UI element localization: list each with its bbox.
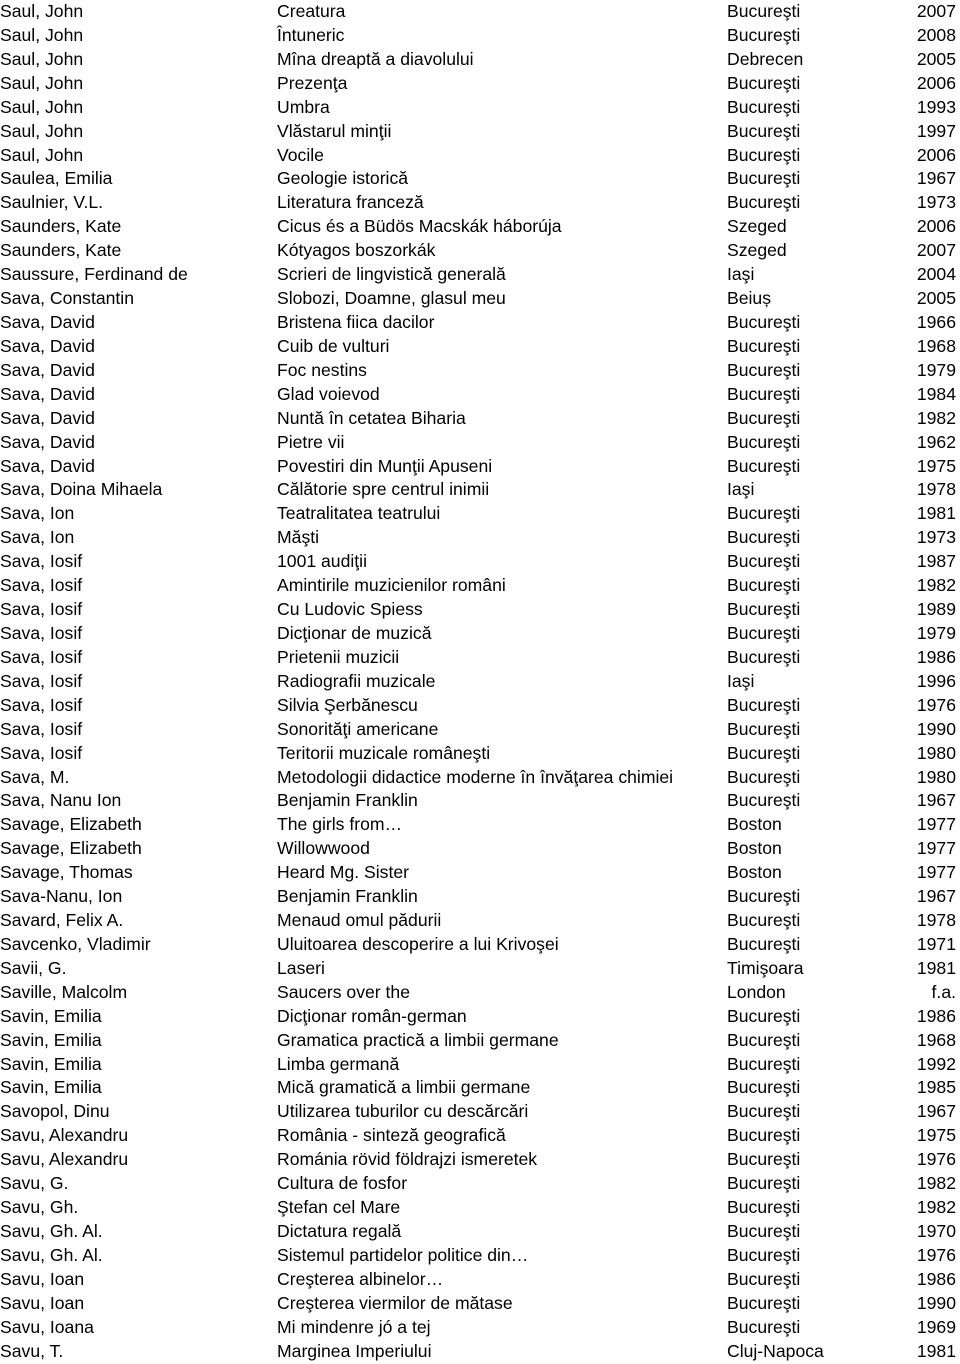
catalog-row: [0, 502, 960, 526]
title-cell: Menaud omul pădurii: [277, 910, 442, 931]
year-cell: 1987: [916, 551, 956, 572]
year-cell: 2006: [916, 216, 956, 237]
city-cell: Bucureşti: [727, 1077, 801, 1098]
city-cell: Bucureşti: [727, 1053, 801, 1074]
title-cell: Literatura franceză: [277, 192, 424, 213]
catalog-row: [0, 933, 960, 957]
title-cell: Nuntă în cetatea Biharia: [277, 407, 466, 428]
year-cell: 1979: [916, 622, 956, 643]
catalog-row: [0, 287, 960, 311]
city-cell: Debrecen: [727, 48, 804, 69]
catalog-row: [0, 1100, 960, 1124]
title-cell: Cuib de vulturi: [277, 335, 390, 356]
title-cell: Uluitoarea descoperire a lui Krivoşei: [277, 933, 559, 954]
year-cell: 1968: [916, 1029, 956, 1050]
city-cell: Bucureşti: [727, 551, 801, 572]
catalog-row: [0, 646, 960, 670]
title-cell: România - sinteză geografică: [277, 1125, 506, 1146]
city-cell: Beiuș: [727, 288, 772, 309]
catalog-row: [0, 861, 960, 885]
author-cell: Saul, John: [0, 120, 84, 141]
city-cell: Bucureşti: [727, 1029, 801, 1050]
city-cell: Iaşi: [727, 264, 755, 285]
city-cell: Bucureşti: [727, 1244, 801, 1265]
city-cell: Bucureşti: [727, 24, 801, 45]
city-cell: Bucureşti: [727, 1221, 801, 1242]
author-cell: Savu, G.: [0, 1173, 69, 1194]
title-cell: Dicţionar român-german: [277, 1005, 467, 1026]
author-cell: Saul, John: [0, 96, 84, 117]
catalog-row: [0, 1124, 960, 1148]
year-cell: 1989: [916, 599, 956, 620]
author-cell: Sava, David: [0, 455, 95, 476]
title-cell: Călătorie spre centrul inimii: [277, 479, 490, 500]
catalog-row: [0, 1005, 960, 1029]
catalog-row: [0, 167, 960, 191]
title-cell: Povestiri din Munţii Apuseni: [277, 455, 493, 476]
year-cell: 1969: [916, 1316, 956, 1337]
city-cell: Bucureşti: [727, 503, 801, 524]
title-cell: Románia rövid földrajzi ismeretek: [277, 1149, 538, 1170]
author-cell: Savu, Ioan: [0, 1268, 85, 1289]
catalog-row: [0, 1029, 960, 1053]
title-cell: Creşterea albinelor…: [277, 1268, 444, 1289]
year-cell: 1977: [916, 862, 956, 883]
author-cell: Savin, Emilia: [0, 1077, 102, 1098]
title-cell: Scrieri de lingvistică generală: [277, 264, 506, 285]
title-cell: Cultura de fosfor: [277, 1173, 408, 1194]
author-cell: Saulea, Emilia: [0, 168, 113, 189]
city-cell: Bucureşti: [727, 431, 801, 452]
year-cell: 1979: [916, 359, 956, 380]
catalog-row: [0, 1316, 960, 1340]
author-cell: Savii, G.: [0, 957, 67, 978]
catalog-row: [0, 550, 960, 574]
city-cell: Bucureşti: [727, 168, 801, 189]
year-cell: 1975: [916, 455, 956, 476]
year-cell: 1992: [916, 1053, 956, 1074]
city-cell: London: [727, 981, 786, 1002]
year-cell: f.a.: [931, 981, 956, 1002]
city-cell: Bucureşti: [727, 192, 801, 213]
catalog-row: [0, 24, 960, 48]
title-cell: Sistemul partidelor politice din…: [277, 1244, 529, 1265]
author-cell: Sava, David: [0, 383, 95, 404]
city-cell: Bucureşti: [727, 646, 801, 667]
catalog-row: [0, 1076, 960, 1100]
title-cell: 1001 audiţii: [277, 551, 367, 572]
city-cell: Bucureşti: [727, 910, 801, 931]
catalog-row: [0, 1172, 960, 1196]
city-cell: Bucureşti: [727, 1005, 801, 1026]
author-cell: Saussure, Ferdinand de: [0, 264, 188, 285]
title-cell: Teritorii muzicale româneşti: [277, 742, 491, 763]
title-cell: Teatralitatea teatrului: [277, 503, 441, 524]
city-cell: Bucureşti: [727, 1, 801, 21]
catalog-row: [0, 48, 960, 72]
author-cell: Sava, Iosif: [0, 742, 83, 763]
catalog-row: [0, 718, 960, 742]
year-cell: 1976: [916, 694, 956, 715]
title-cell: Ştefan cel Mare: [277, 1197, 401, 1218]
catalog-row: [0, 191, 960, 215]
catalog-row: [0, 526, 960, 550]
author-cell: Savin, Emilia: [0, 1005, 102, 1026]
author-cell: Savard, Felix A.: [0, 910, 124, 931]
city-cell: Bucureşti: [727, 933, 801, 954]
author-cell: Saville, Malcolm: [0, 981, 128, 1002]
title-cell: Saucers over the: [277, 981, 411, 1002]
catalog-row: [0, 383, 960, 407]
author-cell: Sava, Iosif: [0, 670, 83, 691]
title-cell: Vlăstarul minţii: [277, 120, 392, 141]
year-cell: 1986: [916, 646, 956, 667]
catalog-row: [0, 598, 960, 622]
catalog-row: [0, 1196, 960, 1220]
title-cell: Limba germană: [277, 1053, 400, 1074]
title-cell: Vocile: [277, 144, 324, 165]
year-cell: 1967: [916, 886, 956, 907]
author-cell: Sava, Iosif: [0, 646, 83, 667]
year-cell: 2007: [916, 240, 956, 261]
author-cell: Savu, Gh. Al.: [0, 1244, 103, 1265]
title-cell: Foc nestins: [277, 359, 367, 380]
author-cell: Savu, Gh. Al.: [0, 1221, 103, 1242]
year-cell: 1977: [916, 838, 956, 859]
year-cell: 1985: [916, 1077, 956, 1098]
catalog-row: [0, 694, 960, 718]
catalog-row: [0, 455, 960, 479]
year-cell: 1982: [916, 1197, 956, 1218]
year-cell: 1993: [916, 96, 956, 117]
author-cell: Sava, Ion: [0, 503, 75, 524]
title-cell: Măşti: [277, 527, 320, 548]
catalog-row: [0, 766, 960, 790]
catalog-row: [0, 909, 960, 933]
year-cell: 1986: [916, 1005, 956, 1026]
catalog-row: [0, 813, 960, 837]
city-cell: Bucureşti: [727, 527, 801, 548]
city-cell: Bucureşti: [727, 599, 801, 620]
catalog-row: [0, 407, 960, 431]
year-cell: 1978: [916, 910, 956, 931]
catalog-row: [0, 789, 960, 813]
year-cell: 1973: [916, 527, 956, 548]
year-cell: 1981: [916, 503, 956, 524]
author-cell: Sava, Doina Mihaela: [0, 479, 163, 500]
year-cell: 1962: [916, 431, 956, 452]
author-cell: Sava, Ion: [0, 527, 75, 548]
year-cell: 1982: [916, 407, 956, 428]
year-cell: 1966: [916, 311, 956, 332]
year-cell: 1996: [916, 670, 956, 691]
author-cell: Sava, Iosif: [0, 599, 83, 620]
year-cell: 2008: [916, 24, 956, 45]
year-cell: 1973: [916, 192, 956, 213]
title-cell: Sonorităţi americane: [277, 718, 439, 739]
city-cell: Boston: [727, 814, 782, 835]
catalog-row: [0, 1220, 960, 1244]
city-cell: Bucureşti: [727, 359, 801, 380]
year-cell: 1981: [916, 1340, 956, 1361]
author-cell: Sava, Constantin: [0, 288, 134, 309]
title-cell: Radiografii muzicale: [277, 670, 436, 691]
year-cell: 1980: [916, 766, 956, 787]
city-cell: Boston: [727, 862, 782, 883]
title-cell: Cu Ludovic Spiess: [277, 599, 423, 620]
catalog-row: [0, 1244, 960, 1268]
catalog-row: [0, 1053, 960, 1077]
author-cell: Savin, Emilia: [0, 1053, 102, 1074]
author-cell: Saunders, Kate: [0, 240, 122, 261]
author-cell: Savu, Gh.: [0, 1197, 79, 1218]
year-cell: 1970: [916, 1221, 956, 1242]
title-cell: Întuneric: [277, 24, 345, 45]
author-cell: Savcenko, Vladimir: [0, 933, 151, 954]
author-cell: Sava, Nanu Ion: [0, 790, 122, 811]
catalog-row: [0, 837, 960, 861]
title-cell: Slobozi, Doamne, glasul meu: [277, 288, 506, 309]
year-cell: 1984: [916, 383, 956, 404]
author-cell: Sava, Iosif: [0, 575, 83, 596]
year-cell: 1977: [916, 814, 956, 835]
author-cell: Saulnier, V.L.: [0, 192, 104, 213]
author-cell: Savage, Thomas: [0, 862, 133, 883]
author-cell: Sava, David: [0, 407, 95, 428]
title-cell: Kótyagos boszorkák: [277, 240, 436, 261]
catalog-row: [0, 239, 960, 263]
author-cell: Saul, John: [0, 144, 84, 165]
author-cell: Saul, John: [0, 1, 84, 21]
title-cell: Pietre vii: [277, 431, 345, 452]
year-cell: 1967: [916, 168, 956, 189]
year-cell: 1976: [916, 1244, 956, 1265]
title-cell: Cicus és a Büdös Macskák háborúja: [277, 216, 562, 237]
catalog-row: [0, 0, 960, 24]
author-cell: Sava, David: [0, 359, 95, 380]
city-cell: Bucureşti: [727, 144, 801, 165]
catalog-row: [0, 1268, 960, 1292]
author-cell: Savage, Elizabeth: [0, 838, 142, 859]
author-cell: Sava, Iosif: [0, 551, 83, 572]
catalog-row: [0, 981, 960, 1005]
year-cell: 1971: [916, 933, 956, 954]
city-cell: Iaşi: [727, 479, 755, 500]
city-cell: Bucureşti: [727, 766, 801, 787]
catalog-row: [0, 96, 960, 120]
author-cell: Sava, David: [0, 335, 95, 356]
catalog-row: [0, 311, 960, 335]
author-cell: Sava, David: [0, 431, 95, 452]
author-cell: Saul, John: [0, 24, 84, 45]
author-cell: Saunders, Kate: [0, 216, 122, 237]
author-cell: Sava-Nanu, Ion: [0, 886, 123, 907]
city-cell: Bucureşti: [727, 622, 801, 643]
city-cell: Bucureşti: [727, 311, 801, 332]
catalog-row: [0, 885, 960, 909]
author-cell: Savopol, Dinu: [0, 1101, 110, 1122]
title-cell: Mică gramatică a limbii germane: [277, 1077, 531, 1098]
city-cell: Bucureşti: [727, 72, 801, 93]
city-cell: Bucureşti: [727, 790, 801, 811]
title-cell: Amintirile muzicienilor români: [277, 575, 506, 596]
city-cell: Bucureşti: [727, 120, 801, 141]
title-cell: The girls from…: [277, 814, 403, 835]
catalog-row: [0, 335, 960, 359]
city-cell: Bucureşti: [727, 1101, 801, 1122]
year-cell: 1967: [916, 790, 956, 811]
title-cell: Creşterea viermilor de mătase: [277, 1292, 513, 1313]
author-cell: Savu, Alexandru: [0, 1149, 129, 1170]
author-cell: Saul, John: [0, 72, 84, 93]
catalog-row: [0, 622, 960, 646]
title-cell: Metodologii didactice moderne în învăţarea chimiei: [277, 766, 674, 787]
city-cell: Bucureşti: [727, 1268, 801, 1289]
city-cell: Cluj-Napoca: [727, 1340, 824, 1361]
city-cell: Bucureşti: [727, 1316, 801, 1337]
title-cell: Creatura: [277, 1, 346, 21]
catalog-row: [0, 1292, 960, 1316]
city-cell: Szeged: [727, 216, 787, 237]
year-cell: 1990: [916, 718, 956, 739]
author-cell: Savu, T.: [0, 1340, 64, 1361]
city-cell: Iaşi: [727, 670, 755, 691]
catalog-row: [0, 144, 960, 168]
title-cell: Dictatura regală: [277, 1221, 402, 1242]
title-cell: Prietenii muzicii: [277, 646, 400, 667]
author-cell: Sava, Iosif: [0, 622, 83, 643]
year-cell: 1986: [916, 1268, 956, 1289]
catalog-row: [0, 1148, 960, 1172]
year-cell: 2006: [916, 72, 956, 93]
city-cell: Boston: [727, 838, 782, 859]
title-cell: Heard Mg. Sister: [277, 862, 409, 883]
catalog-row: [0, 670, 960, 694]
year-cell: 2004: [916, 264, 956, 285]
year-cell: 1981: [916, 957, 956, 978]
year-cell: 1980: [916, 742, 956, 763]
city-cell: Szeged: [727, 240, 787, 261]
city-cell: Bucureşti: [727, 1197, 801, 1218]
catalog-row: [0, 742, 960, 766]
title-cell: Mîna dreaptă a diavolului: [277, 48, 474, 69]
catalog-row: [0, 478, 960, 502]
city-cell: Bucureşti: [727, 96, 801, 117]
title-cell: Geologie istorică: [277, 168, 409, 189]
title-cell: Benjamin Franklin: [277, 790, 418, 811]
city-cell: Bucureşti: [727, 694, 801, 715]
year-cell: 2007: [916, 1, 956, 21]
author-cell: Sava, Iosif: [0, 694, 83, 715]
city-cell: Bucureşti: [727, 742, 801, 763]
catalog-row: [0, 1340, 960, 1364]
city-cell: Timişoara: [727, 957, 804, 978]
author-cell: Saul, John: [0, 48, 84, 69]
author-cell: Sava, M.: [0, 766, 70, 787]
title-cell: Laseri: [277, 957, 325, 978]
author-cell: Savin, Emilia: [0, 1029, 102, 1050]
year-cell: 1976: [916, 1149, 956, 1170]
city-cell: Bucureşti: [727, 455, 801, 476]
catalog-row: [0, 120, 960, 144]
author-cell: Sava, Iosif: [0, 718, 83, 739]
city-cell: Bucureşti: [727, 335, 801, 356]
year-cell: 1967: [916, 1101, 956, 1122]
year-cell: 1982: [916, 1173, 956, 1194]
city-cell: Bucureşti: [727, 1125, 801, 1146]
title-cell: Gramatica practică a limbii germane: [277, 1029, 559, 1050]
year-cell: 1978: [916, 479, 956, 500]
title-cell: Willowwood: [277, 838, 370, 859]
city-cell: Bucureşti: [727, 407, 801, 428]
title-cell: Bristena fiica dacilor: [277, 311, 435, 332]
catalog-row: [0, 72, 960, 96]
year-cell: 1968: [916, 335, 956, 356]
title-cell: Utilizarea tuburilor cu descărcări: [277, 1101, 529, 1122]
title-cell: Silvia Şerbănescu: [277, 694, 418, 715]
city-cell: Bucureşti: [727, 1173, 801, 1194]
city-cell: Bucureşti: [727, 575, 801, 596]
author-cell: Savu, Ioana: [0, 1316, 94, 1337]
year-cell: 1997: [916, 120, 956, 141]
catalog-row: [0, 431, 960, 455]
title-cell: Prezenţa: [277, 72, 348, 93]
catalog-row: [0, 263, 960, 287]
city-cell: Bucureşti: [727, 886, 801, 907]
year-cell: 1990: [916, 1292, 956, 1313]
city-cell: Bucureşti: [727, 383, 801, 404]
catalog-row: [0, 215, 960, 239]
title-cell: Marginea Imperiului: [277, 1340, 432, 1361]
title-cell: Dicţionar de muzică: [277, 622, 432, 643]
city-cell: Bucureşti: [727, 1149, 801, 1170]
title-cell: Umbra: [277, 96, 330, 117]
year-cell: 2006: [916, 144, 956, 165]
title-cell: Benjamin Franklin: [277, 886, 418, 907]
year-cell: 2005: [916, 288, 956, 309]
catalog-row: [0, 359, 960, 383]
title-cell: Mi mindenre jó a tej: [277, 1316, 431, 1337]
year-cell: 1982: [916, 575, 956, 596]
catalog-row: [0, 574, 960, 598]
author-cell: Savu, Ioan: [0, 1292, 85, 1313]
year-cell: 1975: [916, 1125, 956, 1146]
author-cell: Sava, David: [0, 311, 95, 332]
catalog-row: [0, 957, 960, 981]
year-cell: 2005: [916, 48, 956, 69]
city-cell: Bucureşti: [727, 718, 801, 739]
title-cell: Glad voievod: [277, 383, 380, 404]
author-cell: Savu, Alexandru: [0, 1125, 129, 1146]
city-cell: Bucureşti: [727, 1292, 801, 1313]
author-cell: Savage, Elizabeth: [0, 814, 142, 835]
